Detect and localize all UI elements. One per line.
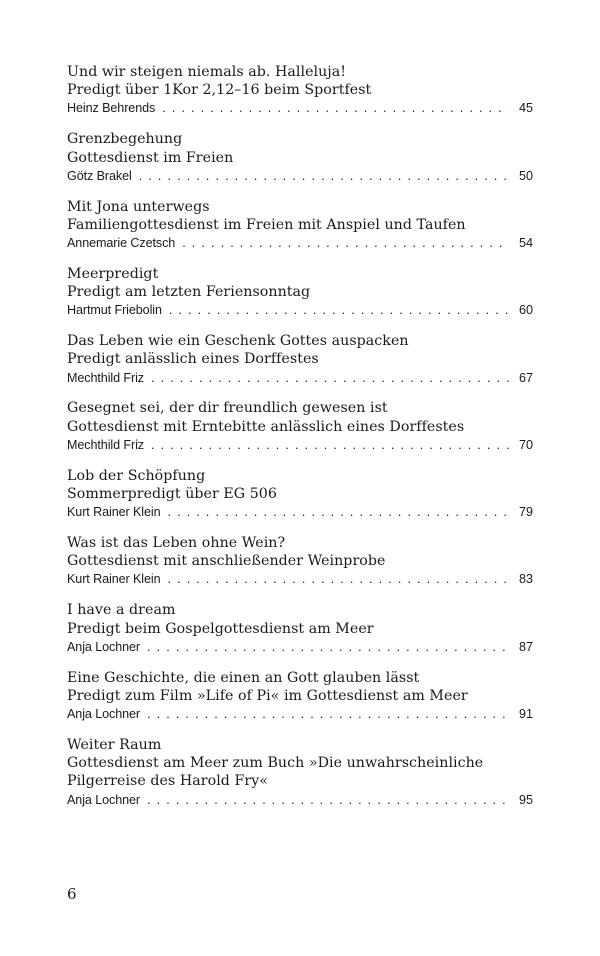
dot-leader (168, 570, 510, 588)
entry-author-row (67, 705, 533, 723)
entry-title: Eine Geschichte, die einen an Gott glauben lässt (67, 669, 420, 686)
entry-author: Anja Lochner (67, 792, 141, 807)
entry-title: Grenzbegehung (67, 131, 183, 148)
entry-author-row (67, 436, 533, 454)
entry-page-number: 83 (518, 572, 533, 587)
dot-leader (168, 503, 510, 521)
entry-author: Götz Brakel (67, 168, 132, 183)
toc-entry (67, 332, 533, 399)
table-of-contents (67, 63, 533, 826)
entry-title: Mit Jona unterwegs (67, 198, 210, 215)
entry-page-number: 45 (518, 101, 533, 116)
entry-page-number: 87 (518, 639, 533, 654)
entry-title: Und wir steigen niemals ab. Halleluja! (67, 64, 347, 80)
dot-leader (162, 99, 509, 117)
entry-title: Lob der Schöpfung (67, 467, 206, 484)
entry-subtitle: Predigt zum Film »Life of Pi« im Gottesdienst am Meer (67, 687, 468, 704)
entry-subtitle: Familiengottesdienst im Freien mit Anspiel und Taufen (67, 216, 466, 233)
entry-author-row (67, 369, 533, 387)
entry-author: Mechthild Friz (67, 437, 144, 452)
entry-title: Weiter Raum (67, 736, 162, 753)
dot-leader (182, 234, 509, 252)
entry-title: Meerpredigt (67, 265, 159, 282)
dot-leader (169, 301, 509, 319)
entry-title: Gesegnet sei, der dir freundlich gewesen ist (67, 400, 388, 417)
entry-subtitle: Predigt beim Gospelgottesdienst am Meer (67, 620, 374, 637)
entry-author: Anja Lochner (67, 707, 141, 722)
entry-subtitle: Gottesdienst mit anschließender Weinprobe (67, 553, 386, 570)
entry-page-number: 91 (518, 707, 533, 722)
entry-title: I have a dream (67, 602, 176, 619)
entry-page-number: 54 (518, 236, 533, 250)
dot-leader (147, 791, 509, 809)
entry-author-row (67, 99, 533, 117)
entry-page-number: 95 (518, 792, 533, 807)
entry-author-row (67, 638, 533, 656)
toc-entry (67, 130, 533, 197)
page-number-folio: 6 (67, 885, 77, 903)
entry-author: Hartmut Friebolin (67, 303, 162, 318)
entry-subtitle-continued: Pilgerreise des Harold Fry« (67, 773, 269, 790)
entry-subtitle: Predigt anlässlich eines Dorffestes (67, 351, 319, 368)
entry-page-number: 50 (518, 168, 533, 183)
entry-subtitle: Sommerpredigt über EG 506 (67, 485, 277, 502)
entry-title: Was ist das Leben ohne Wein? (67, 535, 286, 552)
entry-title: Das Leben wie ein Geschenk Gottes auspacken (67, 333, 409, 350)
dot-leader (151, 436, 509, 454)
dot-leader (139, 167, 509, 185)
entry-subtitle: Predigt über 1Kor 2,12–16 beim Sportfest (67, 82, 372, 99)
toc-entry (67, 399, 533, 466)
toc-entry (67, 534, 533, 601)
entry-author: Heinz Behrends (67, 101, 156, 116)
entry-author-row (67, 301, 533, 319)
entry-page-number: 60 (518, 303, 533, 318)
toc-entry (67, 736, 533, 826)
toc-entry (67, 265, 533, 332)
entry-author: Kurt Rainer Klein (67, 505, 161, 520)
entry-page-number: 67 (518, 370, 533, 385)
entry-subtitle: Gottesdienst am Meer zum Buch »Die unwahrscheinliche (67, 755, 484, 772)
entry-page-number: 79 (518, 505, 533, 520)
dot-leader (147, 705, 509, 723)
entry-author: Mechthild Friz (67, 370, 144, 385)
toc-entry (67, 467, 533, 534)
toc-entry (67, 601, 533, 668)
entry-subtitle: Gottesdienst im Freien (67, 149, 234, 166)
entry-author-row (67, 503, 533, 521)
entry-page-number: 70 (518, 437, 533, 452)
dot-leader (151, 369, 509, 387)
entry-subtitle: Predigt am letzten Feriensonntag (67, 284, 311, 301)
entry-author: Annemarie Czetsch (67, 236, 176, 250)
entry-author-row (67, 167, 533, 185)
dot-leader (147, 638, 509, 656)
entry-author: Anja Lochner (67, 639, 141, 654)
entry-author-row (67, 791, 533, 809)
toc-entry (67, 198, 533, 265)
toc-entry (67, 63, 533, 130)
entry-author-row (67, 234, 533, 252)
toc-entry (67, 669, 533, 736)
entry-author: Kurt Rainer Klein (67, 572, 161, 587)
entry-author-row (67, 570, 533, 588)
entry-subtitle: Gottesdienst mit Erntebitte anlässlich eines Dorffestes (67, 418, 465, 435)
